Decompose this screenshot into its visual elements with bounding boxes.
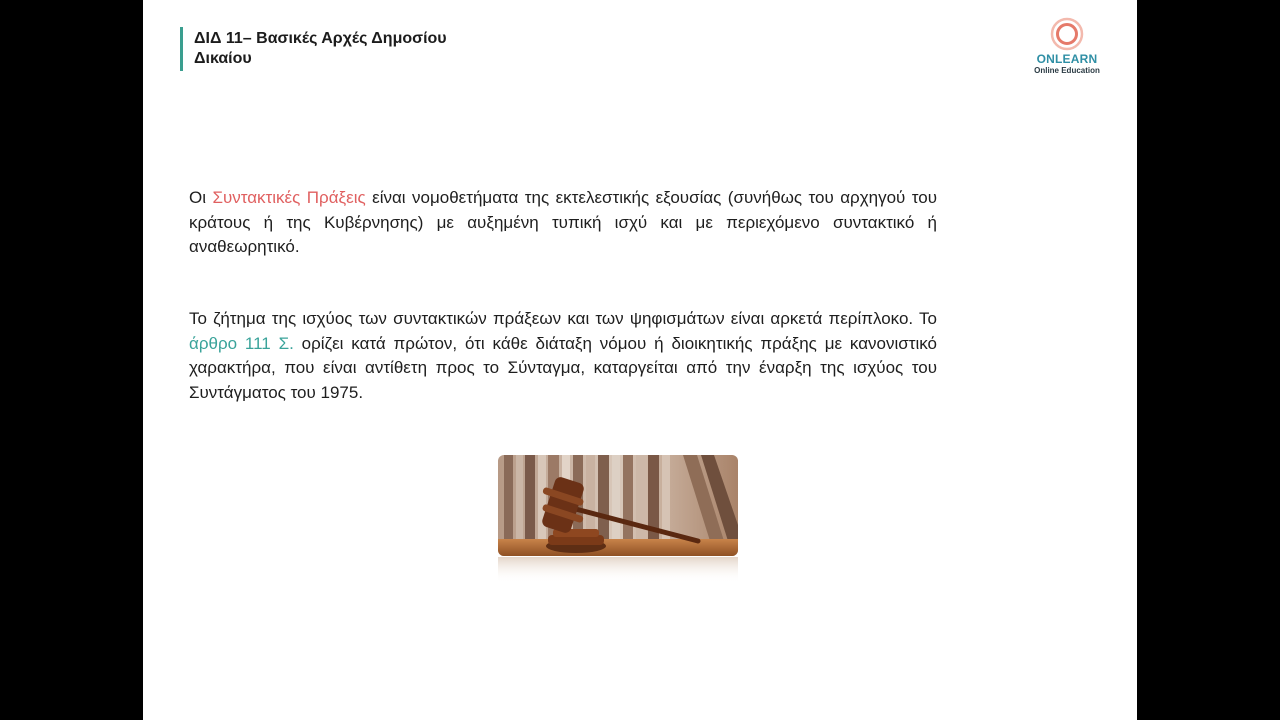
paragraph-1-highlight: Συντακτικές Πράξεις [212, 188, 366, 207]
gavel-and-books-image [498, 455, 738, 585]
slide [143, 0, 1137, 720]
slide-title-line1: ΔΙΔ 11– Βασικές Αρχές Δημοσίου [194, 30, 447, 47]
paragraph-1-prefix: Οι [189, 188, 213, 207]
paragraph-1 [189, 186, 937, 260]
paragraph-2-prefix: Το ζήτημα της ισχύος των συντακτικών πράξεων και των ψηφισμάτων είναι αρκετά περίπλοκο. Το [189, 309, 937, 328]
logo-ring-icon [1050, 17, 1084, 51]
paragraph-2-rest: ορίζει κατά πρώτον, ότι κάθε διάταξη νόμου ή διοικητικής πράξης με κανονιστικό χαρακτήρα, που είναι αντίθετη προς το Σύνταγμα, καταργείται από την έναρξη της ισχύος του Συντάγματος του 1975. [189, 333, 937, 402]
slide-title [194, 29, 447, 69]
paragraph-2 [189, 307, 937, 405]
paragraph-1-rest: είναι νομοθετήματα της εκτελεστικής εξουσίας (συνήθως του αρχηγού του κράτους ή της Κυβέρνησης) με αυξημένη τυπική ισχύ και με περιεχόμενο συντακτικό ή αναθεωρητικό. [189, 188, 937, 256]
onlearn-logo [1029, 17, 1105, 81]
logo-name: ONLEARN [1036, 52, 1098, 66]
slide-title-line2: Δικαίου [194, 50, 252, 67]
logo-tagline: Online Education [1034, 66, 1100, 75]
paragraph-2-highlight: άρθρο 111 Σ. [189, 333, 294, 353]
header-accent-bar [180, 27, 183, 71]
